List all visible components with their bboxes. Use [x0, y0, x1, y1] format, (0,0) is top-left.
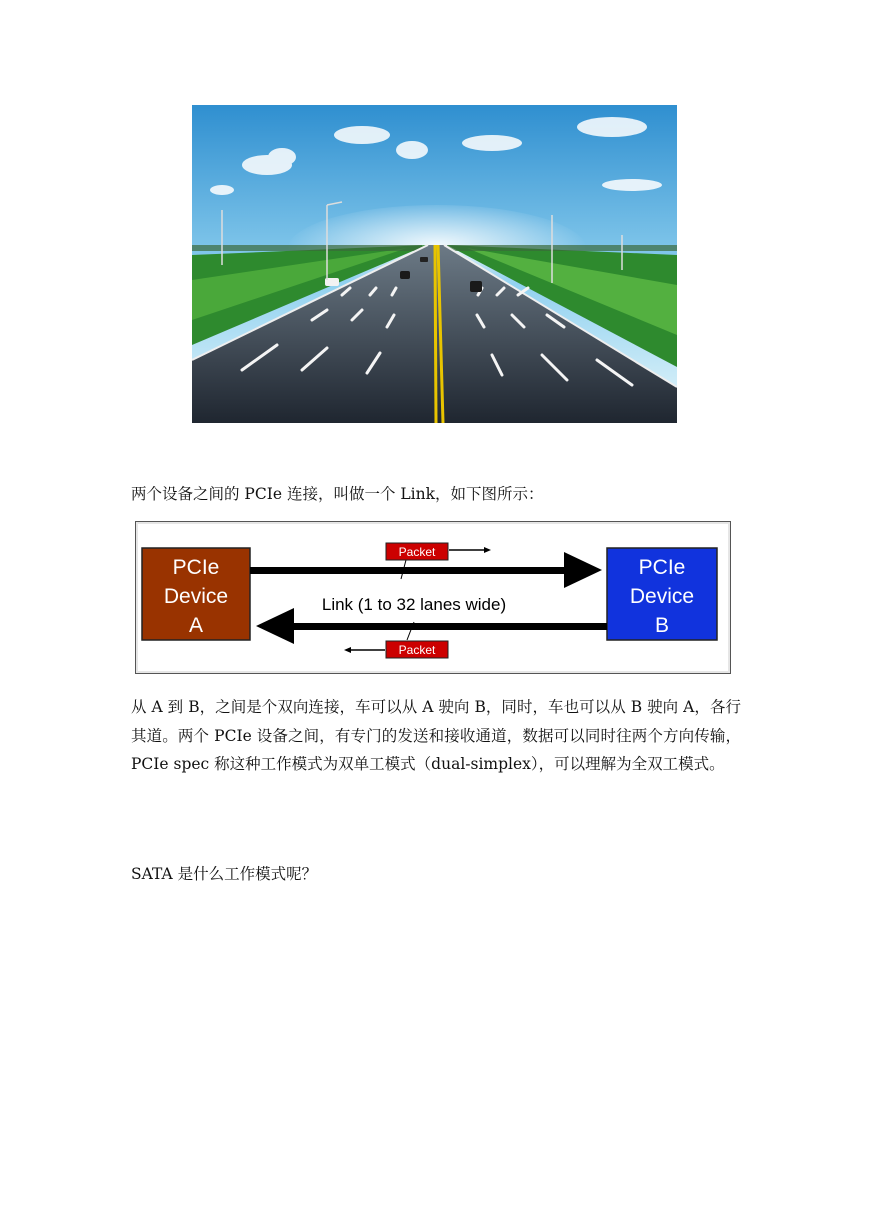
device-b-line3: B [654, 614, 670, 637]
device-a-line2: Device [163, 585, 229, 608]
pcie-link-svg [136, 522, 729, 672]
highway-photo [192, 105, 677, 423]
pcie-link-diagram [135, 521, 731, 674]
explanation-paragraph: 从 A 到 B，之间是个双向连接，车可以从 A 驶向 B，同时，车也可以从 B 驶向 A，各行其道。两个 PCIe 设备之间，有专门的发送和接收通道，数据可以同时往两个方向传输，PCIe spec 称这种工作模式为双单工模式（dual-simplex），可以理解为全双工模式。 [131, 698, 741, 773]
packet-bottom-arrow [344, 647, 385, 653]
device-b-line1: PCIe [638, 556, 686, 579]
packet-top-arrow [449, 547, 491, 553]
question-paragraph: SATA 是什么工作模式呢？ [131, 865, 318, 883]
packet-bottom-label: Packet [398, 643, 436, 657]
highway-illustration [192, 105, 677, 423]
link-label: Link (1 to 32 lanes wide) [321, 595, 507, 614]
device-a-line3: A [188, 614, 204, 637]
intro-paragraph: 两个设备之间的 PCIe 连接，叫做一个 Link，如下图所示： [131, 485, 544, 503]
packet-top-label: Packet [398, 545, 436, 559]
device-b-line2: Device [629, 585, 695, 608]
device-a-line1: PCIe [172, 556, 220, 579]
